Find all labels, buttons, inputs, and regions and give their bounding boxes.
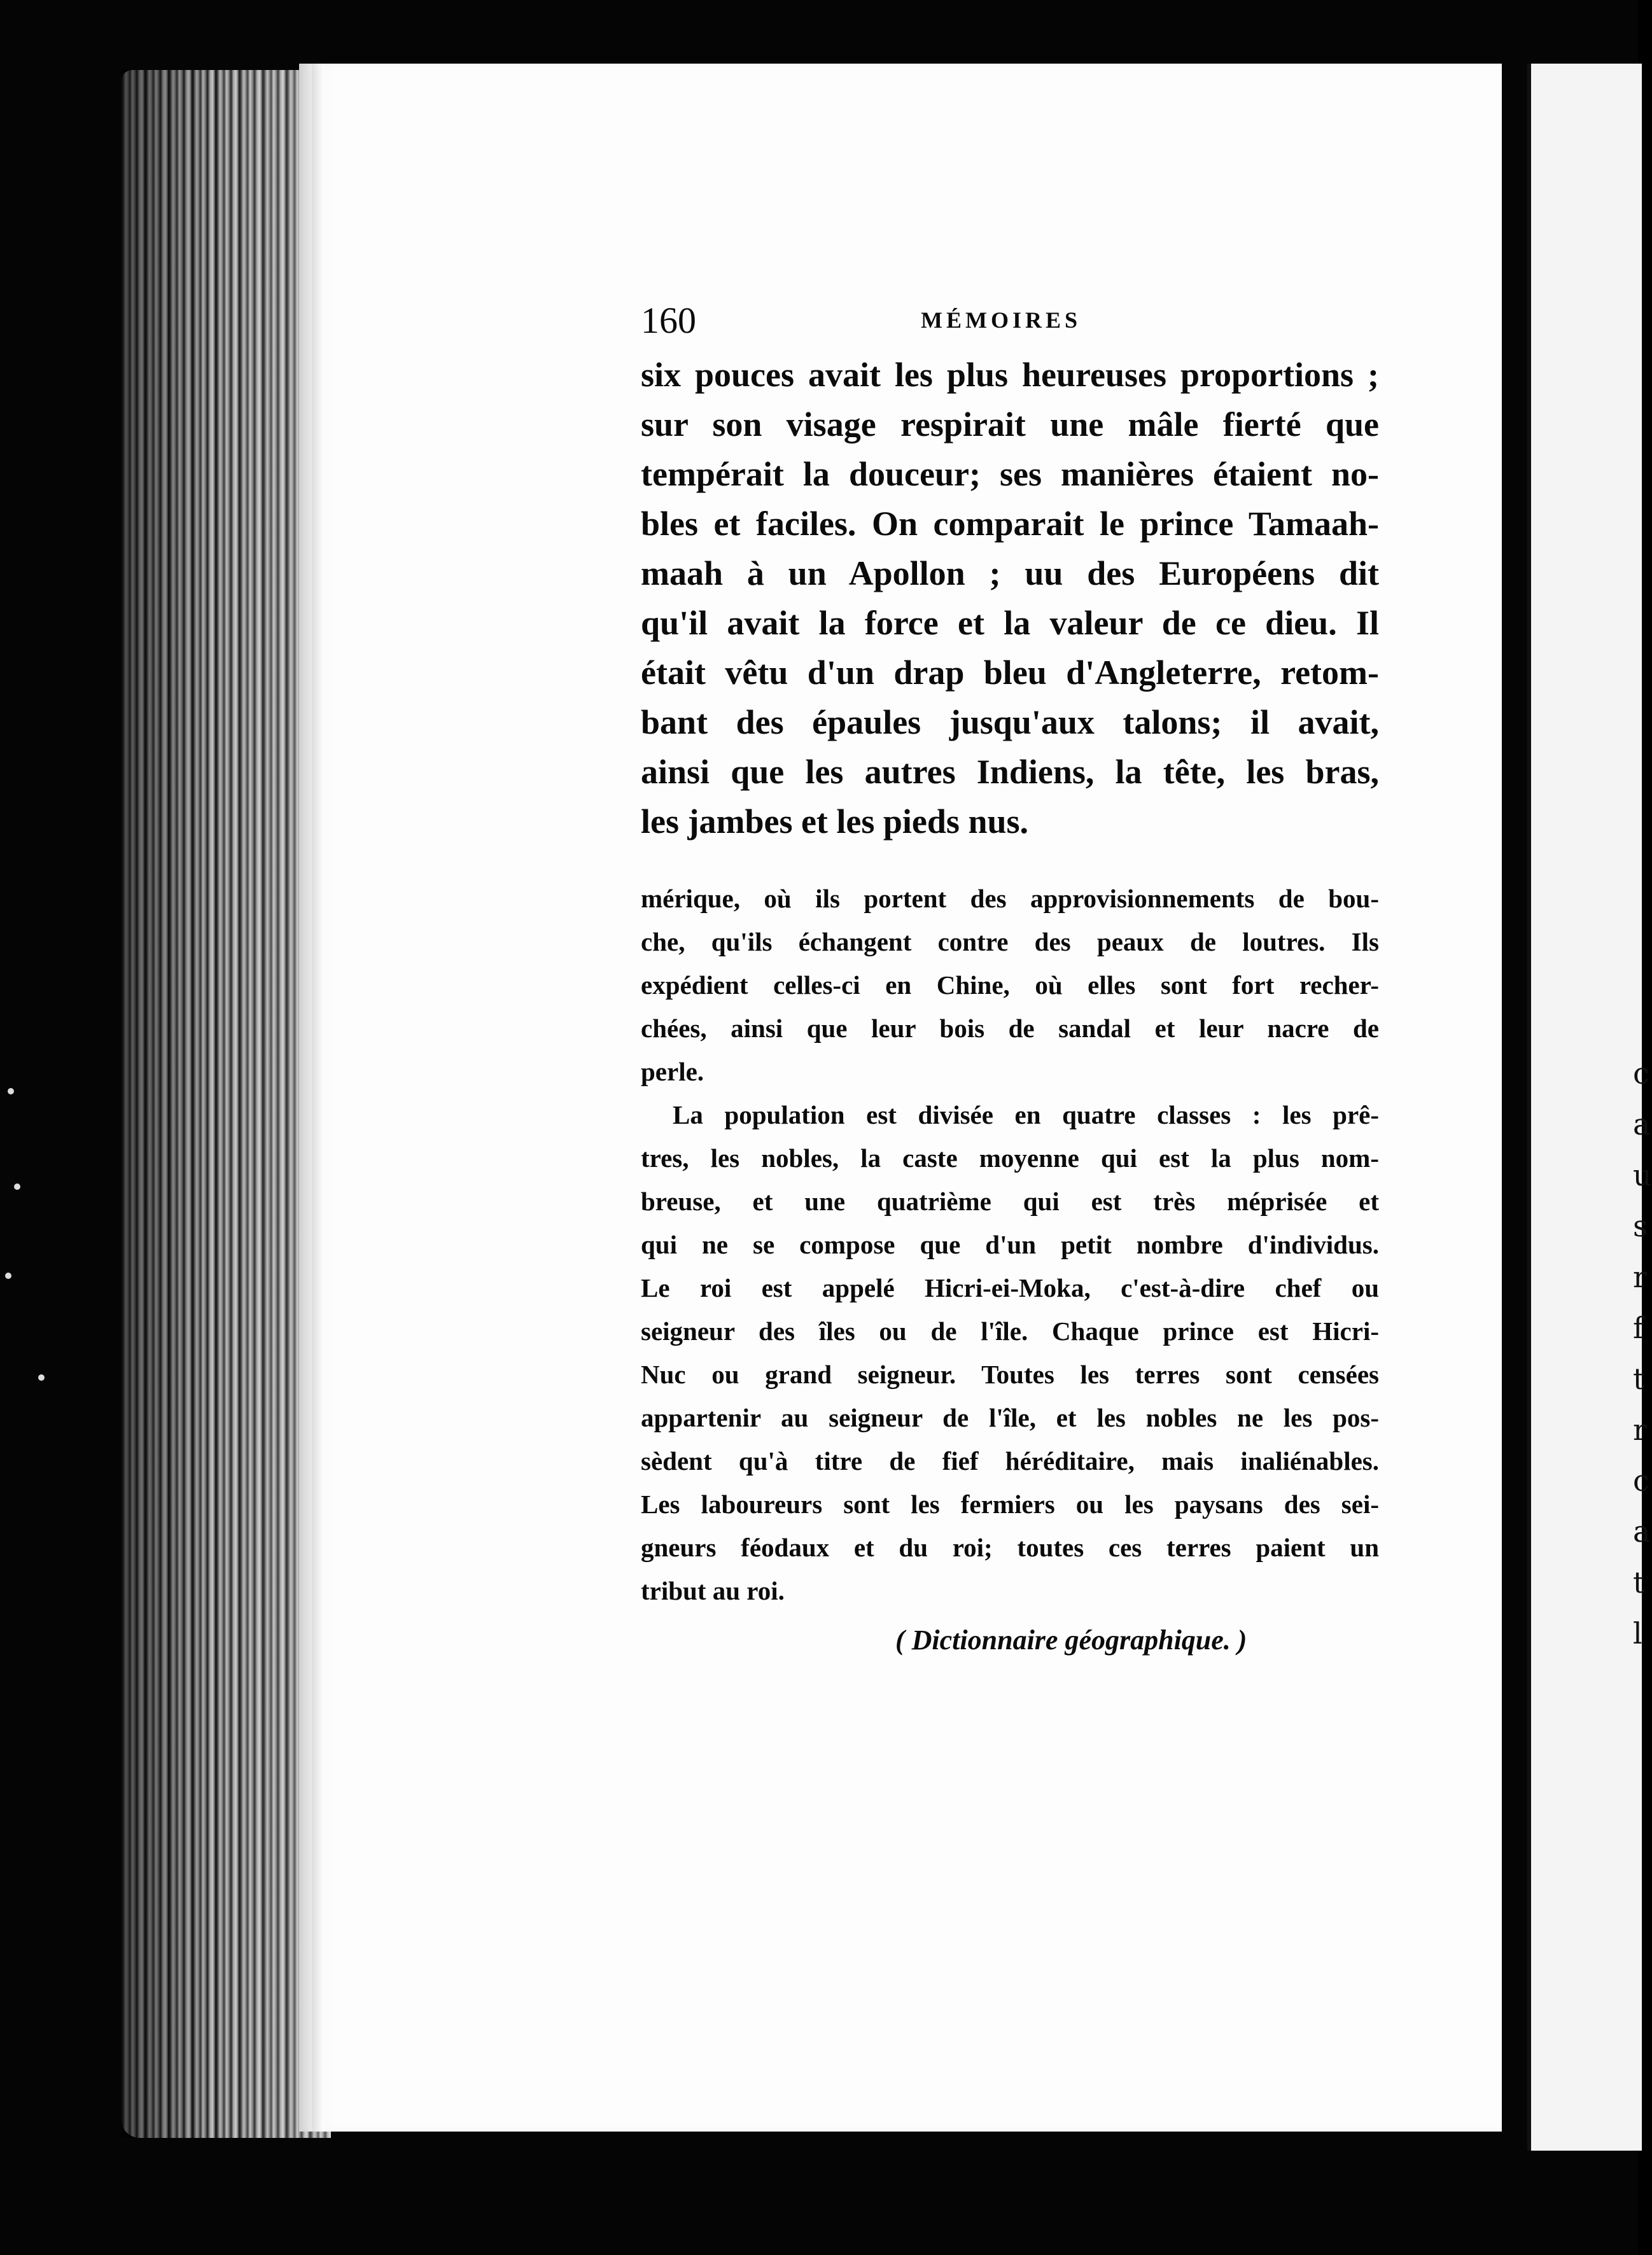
facing-page-letter: l <box>1633 1616 1642 1651</box>
main-line: sur son visage respirait une mâle fierté que <box>641 405 1379 443</box>
main-line: tempérait la douceur; ses manières étaient no- <box>641 455 1379 493</box>
scan-speck <box>8 1088 14 1094</box>
main-line: six pouces avait les plus heureuses proportions ; <box>641 356 1379 394</box>
facing-page-letter: a <box>1633 1107 1651 1141</box>
facing-page-letter: c <box>1633 1463 1649 1498</box>
facing-page-letter: r <box>1633 1413 1647 1447</box>
main-line: bles et faciles. On comparait le prince Tamaah- <box>641 505 1379 543</box>
note-block <box>641 877 1379 1662</box>
note-line: gneurs féodaux et du roi; toutes ces terres paient un <box>641 1533 1379 1562</box>
facing-page-letter: r <box>1633 1260 1647 1294</box>
main-paragraph <box>641 350 1379 846</box>
note-line: tres, les nobles, la caste moyenne qui est la plus nom- <box>641 1143 1379 1173</box>
page-number: 160 <box>641 300 696 341</box>
running-header <box>641 299 1379 350</box>
note-line: expédient celles-ci en Chine, où elles sont fort recher- <box>641 970 1379 1000</box>
citation: ( Dictionnaire géographique. ) <box>895 1624 1247 1656</box>
main-line: était vêtu d'un drap bleu d'Angleterre, retom- <box>641 653 1379 692</box>
page-gutter-edge <box>312 64 325 2132</box>
main-line: bant des épaules jusqu'aux talons; il avait, <box>641 703 1379 741</box>
scan-speck <box>5 1273 11 1279</box>
main-line: ainsi que les autres Indiens, la tête, les bras, <box>641 753 1379 791</box>
note-line: mérique, où ils portent des approvisionnements de bou- <box>641 884 1379 913</box>
main-line: maah à un Apollon ; uu des Européens dit <box>641 554 1379 592</box>
note-line: Le roi est appelé Hicri-ei-Moka, c'est-à-dire chef ou <box>641 1273 1379 1302</box>
note-line: sèdent qu'à titre de fief héréditaire, mais inaliénables. <box>641 1446 1379 1476</box>
facing-page-letter: c <box>1633 1056 1649 1091</box>
note-line: Les laboureurs sont les fermiers ou les paysans des sei- <box>641 1490 1379 1519</box>
note-line: seigneur des îles ou de l'île. Chaque prince est Hicri- <box>641 1316 1379 1346</box>
note-line: qui ne se compose que d'un petit nombre d'individus. <box>641 1230 1379 1259</box>
facing-page-letter: t <box>1633 1565 1645 1600</box>
main-line: les jambes et les pieds nus. <box>641 802 1029 841</box>
note-line: breuse, et une quatrième qui est très méprisée et <box>641 1187 1379 1216</box>
note-line: appartenir au seigneur de l'île, et les nobles ne les pos- <box>641 1403 1379 1432</box>
scan-speck <box>14 1183 20 1190</box>
scan-speck <box>38 1374 45 1381</box>
note-line: perle. <box>641 1057 704 1086</box>
note-line: Nuc ou grand seigneur. Toutes les terres sont censées <box>641 1360 1379 1389</box>
main-line: qu'il avait la force et la valeur de ce dieu. Il <box>641 604 1379 642</box>
page-text-block <box>641 299 1379 1662</box>
facing-page-letter: t <box>1633 1362 1645 1396</box>
note-line: chées, ainsi que leur bois de sandal et leur nacre de <box>641 1014 1379 1043</box>
facing-page-letter: u <box>1633 1158 1652 1192</box>
running-title: MÉMOIRES <box>921 307 1082 333</box>
note-line: tribut au roi. <box>641 1576 785 1605</box>
facing-page-letter: s <box>1633 1209 1648 1243</box>
note-line: La population est divisée en quatre classes : les prê- <box>673 1100 1379 1129</box>
facing-page-letter: f <box>1633 1311 1644 1345</box>
facing-page-sliver <box>1527 64 1652 2151</box>
note-line: che, qu'ils échangent contre des peaux de loutres. Ils <box>641 927 1379 956</box>
facing-page-letter: a <box>1633 1514 1651 1549</box>
